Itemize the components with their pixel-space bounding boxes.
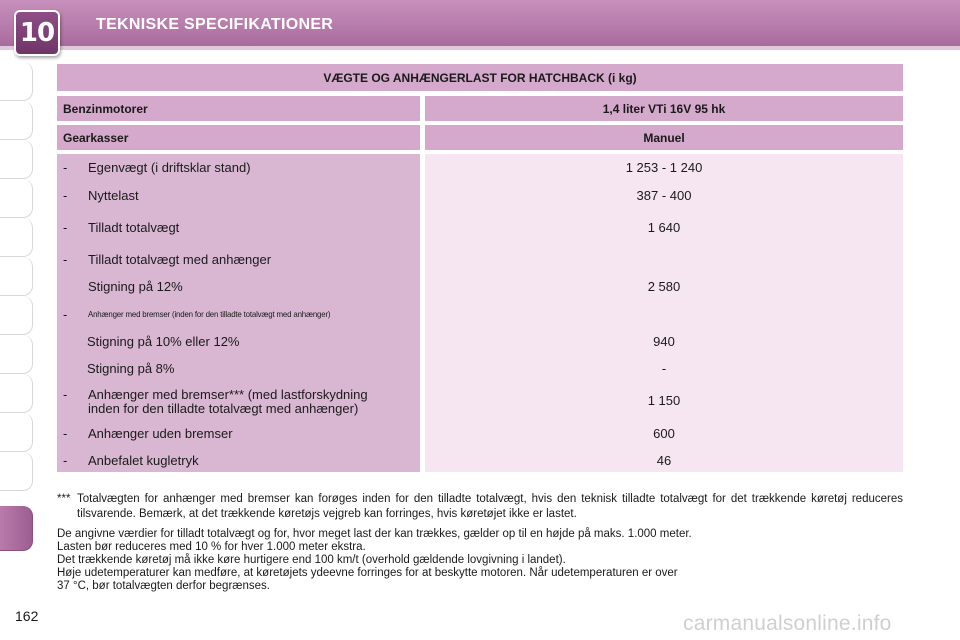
footnote: [57, 492, 903, 522]
side-tab[interactable]: [0, 257, 33, 296]
side-tab[interactable]: [0, 179, 33, 218]
row-dash: -: [63, 160, 68, 175]
notes-line: 37 °C, bør totalvægten derfor begrænses.: [57, 580, 270, 592]
table-row-value: 600: [653, 426, 675, 441]
header-divider: [0, 46, 960, 50]
gearbox-value: Manuel: [425, 125, 903, 150]
side-tab[interactable]: [0, 101, 33, 140]
table-row-value: 1 253 - 1 240: [625, 160, 703, 175]
footnote-mark: ***: [57, 493, 71, 505]
row-label-text: Stigning på 10% eller 12%: [87, 334, 240, 349]
table-row-value: 1 150: [647, 393, 681, 408]
notes-line: Det trækkende køretøj må ikke køre hurtigere end 100 km/t (overhold gældende lovgivning i landet).: [57, 554, 566, 566]
row-label-text: Anhænger uden bremser: [88, 426, 233, 441]
table-row-value: 46: [656, 453, 672, 468]
notes-line: Lasten bør reduceres med 10 % for hver 1.000 meter ekstra.: [57, 541, 366, 553]
side-tab[interactable]: [0, 296, 33, 335]
row-label-text: Tilladt totalvægt: [88, 220, 180, 235]
side-tab[interactable]: [0, 374, 33, 413]
row-label-text: inden for den tilladte totalvægt med anhænger): [88, 401, 359, 416]
side-tab[interactable]: [0, 140, 33, 179]
table-row-value: -: [661, 361, 667, 376]
chapter-badge: 10: [14, 10, 60, 56]
row-dash: -: [63, 307, 68, 322]
row-dash: -: [63, 426, 68, 441]
engine-label: Benzinmotorer: [57, 96, 420, 121]
row-dash: -: [63, 453, 68, 468]
engine-row: [57, 96, 903, 121]
side-tab[interactable]: [0, 62, 33, 101]
row-label-text: Tilladt totalvægt med anhænger: [88, 252, 272, 267]
page-number: 162: [15, 608, 39, 624]
page-title: TEKNISKE SPECIFIKATIONER: [96, 16, 334, 33]
gearbox-row: [57, 125, 903, 150]
table-title: VÆGTE OG ANHÆNGERLAST FOR HATCHBACK (i kg): [57, 64, 903, 91]
table-row-value: 387 - 400: [636, 188, 692, 203]
row-label-text: Nyttelast: [88, 188, 139, 203]
table-row-value: 2 580: [647, 279, 681, 294]
notes-line: De angivne værdier for tilladt totalvægt og for, hvor meget last der kan trækkes, gælder op til en højde på maks. 1.000 meter.: [57, 528, 692, 540]
row-label-text: Egenvægt (i driftsklar stand): [88, 160, 251, 175]
watermark: carmanualsonline.info: [683, 612, 892, 635]
row-label-text: Anhænger med bremser*** (med lastforskydning: [88, 387, 368, 402]
notes-line: Høje udetemperaturer kan medføre, at køretøjets ydeevne forringes for at beskytte motoren. Når udetemperaturen er over: [57, 567, 678, 579]
side-tab[interactable]: [0, 218, 33, 257]
row-dash: -: [63, 220, 68, 235]
row-label-text: Stigning på 12%: [88, 279, 183, 294]
row-label-text: Anhænger med bremser (inden for den tilladte totalvægt med anhænger): [88, 309, 331, 319]
gearbox-label: Gearkasser: [57, 125, 420, 150]
footnote-text: Totalvægten for anhænger med bremser kan forøges inden for den tilladte totalvægt, hvis den teknisk tilladte totalvægt for det trækkende køretøj reduceres tilsvarende. Bemærk, at det trækkende køretøjs vejgreb kan forringes, hvis køretøjet ikke er lastet.: [77, 493, 903, 520]
engine-value: 1,4 liter VTi 16V 95 hk: [425, 96, 903, 121]
table-row-value: 940: [653, 334, 675, 349]
side-tab[interactable]: [0, 335, 33, 374]
row-label-text: Stigning på 8%: [87, 361, 175, 376]
row-dash: -: [63, 188, 68, 203]
row-dash: -: [63, 252, 68, 267]
table-row-value: 1 640: [647, 220, 681, 235]
notes-paragraph: [57, 528, 903, 593]
side-tab[interactable]: [0, 413, 33, 452]
row-dash: -: [63, 387, 68, 402]
side-tab-active[interactable]: [0, 506, 33, 551]
row-label-text: Anbefalet kugletryk: [88, 453, 199, 468]
side-tab[interactable]: [0, 452, 33, 491]
